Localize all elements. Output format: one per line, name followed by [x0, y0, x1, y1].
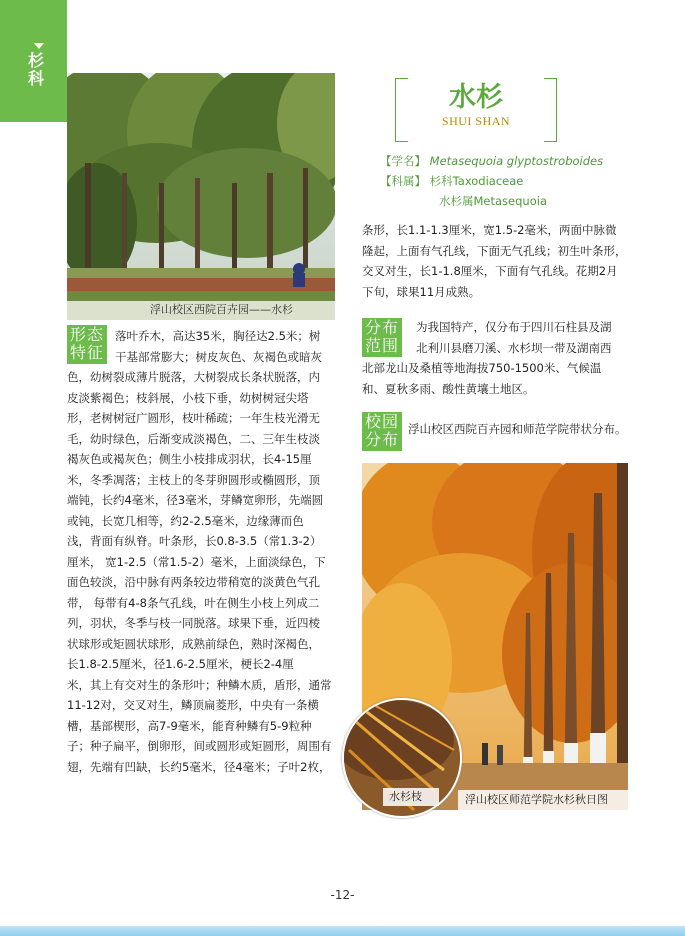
footer-bar: [0, 926, 685, 936]
page-subtitle: SHUI SHAN: [441, 114, 511, 128]
photo-summer-trees: [67, 73, 335, 320]
campus-text: 浮山校区西院百卉园和师范学院带状分布。: [408, 422, 627, 436]
photo1-caption: 浮山校区西院百卉园——水杉: [150, 303, 293, 316]
page-number: -12-: [330, 888, 355, 902]
family-genus: 【科属】 杉科Taxodiaceae: [380, 174, 524, 188]
genus: 水杉属Metasequoia: [439, 194, 547, 208]
tab-arrow-icon: [34, 43, 44, 49]
morphology-label: 形态 特征: [67, 325, 107, 364]
campus-label: 校园 分布: [362, 412, 402, 451]
chapter-tab: [0, 0, 67, 122]
tab-label: 杉 科: [27, 51, 44, 88]
morphology-text: 落叶乔木，高达35米，胸径达2.5米；树 干基部常膨大；树皮灰色、灰褐色或暗灰 色，幼树裂成薄片脱落，大树裂成长条状脱落，内 皮淡紫褐色；枝斜展，小枝下垂，幼树树冠尖塔 形，老树树冠广圆形，枝叶稀疏；一年生枝光滑无 毛，幼时绿色，后渐变成淡褐色，二、三年生枝淡 褐灰色或褐灰色；侧生小枝排成羽状，长4-15厘 米，冬季凋落；主枝上的冬芽卵圆形或椭圆形，顶 端钝，长约4毫米，径3毫米，芽鳞宽卵形，先端圆 或钝，长宽几相等，约2-2.5毫米，边缘薄而色 浅，背面有纵脊。叶条形，长0.8-3.5（常1.3-2） 厘米， 宽1-2.5（常1.5-2）毫米，上面淡绿色，下 面色较淡，沿中脉有两条较边带稍宽的淡黄色气孔 带， 每带有4-8条气孔线，叶在侧生小枝上列成二 列，羽状，冬季与枝一同脱落。球果下垂，近四棱 状球形或矩圆状球形，成熟前绿色，熟时深褐色， 长1.8-2.5厘米，径1.6-2.5厘米，梗长2-4厘 米，其上有交对生的条形叶；种鳞木质，盾形，通常 11-12对，交叉对生，鳞顶扁菱形，中央有一条横 槽，基部楔形，高7-9毫米，能育种鳞有5-9粒种 子；种子扁平，倒卵形，间或圆形或矩圆形，周围有 翅，先端有凹缺，长约5毫米，径4毫米；子叶2枚，: [67, 329, 332, 774]
photo2-caption: 浮山校区师范学院水杉秋日图: [465, 793, 608, 806]
distribution-label: 分布 范围: [362, 318, 402, 357]
branch-caption: 水杉枝: [389, 790, 422, 803]
page-title: 水杉: [449, 82, 503, 113]
distribution-text: 为我国特产，仅分布于四川石柱县及湖 北利川县磨刀溪、水杉坝一带及湖南西 北部龙山及桑植等地海拔750-1500米、气候温 和、夏秋多雨、酸性黄壤土地区。: [362, 320, 612, 396]
leaf-description-continued: 条形，长1.1-1.3厘米，宽1.5-2毫米，两面中脉微 隆起，上面有气孔线，下面无气孔线；初生叶条形， 交叉对生，长1-1.8厘米，下面有气孔线。花期2月 下旬，球果11月成熟。: [362, 223, 627, 299]
scientific-name: 【学名】 Metasequoia glyptostroboides: [380, 154, 604, 168]
